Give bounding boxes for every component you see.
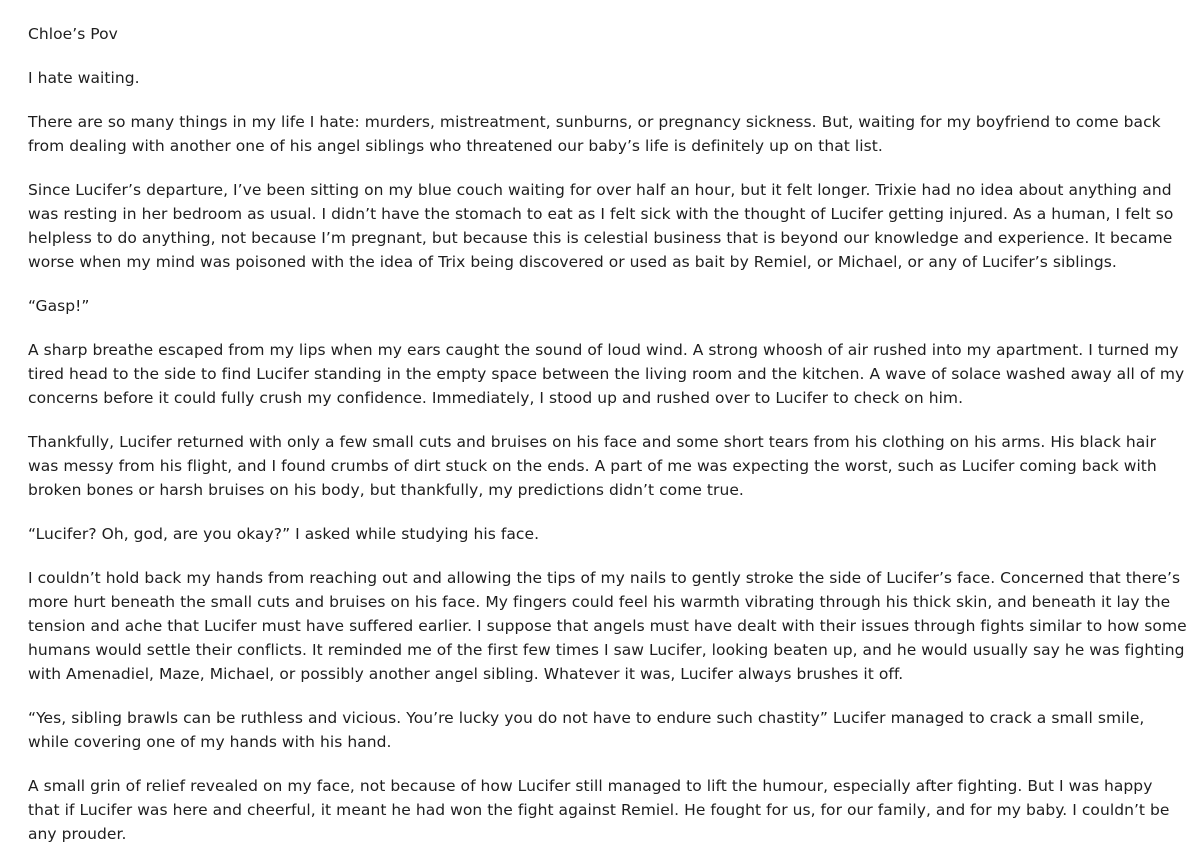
paragraph: “Lucifer? Oh, god, are you okay?” I asked while studying his face.: [28, 525, 540, 543]
story-text: [28, 22, 1188, 866]
pov-heading: Chloe’s Pov: [28, 25, 118, 43]
paragraph: I hate waiting.: [28, 69, 140, 87]
paragraph: “Gasp!”: [28, 297, 90, 315]
paragraph: There are so many things in my life I hate: murders, mistreatment, sunburns, or pregnancy sickness. But, waiting for my boyfriend to come back from dealing with another one of his angel siblings who threatened our baby’s life is definitely up on that list.: [28, 113, 1161, 155]
paragraph: I couldn’t hold back my hands from reaching out and allowing the tips of my nails to gently stroke the side of Lucifer’s face. Concerned that there’s more hurt beneath the small cuts and bruises on his face. My fingers could feel his warmth vibrating through his thick skin, and beneath it lay the tension and ache that Lucifer must have suffered earlier. I suppose that angels must have dealt with their issues through fights similar to how some humans would settle their conflicts. It reminded me of the first few times I saw Lucifer, looking beaten up, and he would usually say he was fighting with Amenadiel, Maze, Michael, or possibly another angel sibling. Whatever it was, Lucifer always brushes it off.: [28, 569, 1187, 683]
paragraph: Since Lucifer’s departure, I’ve been sitting on my blue couch waiting for over half an hour, but it felt longer. Trixie had no idea about anything and was resting in her bedroom as usual. I didn’t have the stomach to eat as I felt sick with the thought of Lucifer getting injured. As a human, I felt so helpless to do anything, not because I’m pregnant, but because this is celestial business that is beyond our knowledge and experience. It became worse when my mind was poisoned with the idea of Trix being discovered or used as bait by Remiel, or Michael, or any of Lucifer’s siblings.: [28, 181, 1174, 271]
paragraph: “Yes, sibling brawls can be ruthless and vicious. You’re lucky you do not have to endure such chastity” Lucifer managed to crack a small smile, while covering one of my hands with his hand.: [28, 709, 1145, 751]
paragraph: A small grin of relief revealed on my face, not because of how Lucifer still managed to lift the humour, especially after fighting. But I was happy that if Lucifer was here and cheerful, it meant he had won the fight against Remiel. He fought for us, for our family, and for my baby. I couldn’t be any prouder.: [28, 777, 1170, 843]
paragraph: Thankfully, Lucifer returned with only a few small cuts and bruises on his face and some short tears from his clothing on his arms. His black hair was messy from his flight, and I found crumbs of dirt stuck on the ends. A part of me was expecting the worst, such as Lucifer coming back with broken bones or harsh bruises on his body, but thankfully, my predictions didn’t come true.: [28, 433, 1157, 499]
paragraph: A sharp breathe escaped from my lips when my ears caught the sound of loud wind. A strong whoosh of air rushed into my apartment. I turned my tired head to the side to find Lucifer standing in the empty space between the living room and the kitchen. A wave of solace washed away all of my concerns before it could fully crush my confidence. Immediately, I stood up and rushed over to Lucifer to check on him.: [28, 341, 1185, 407]
